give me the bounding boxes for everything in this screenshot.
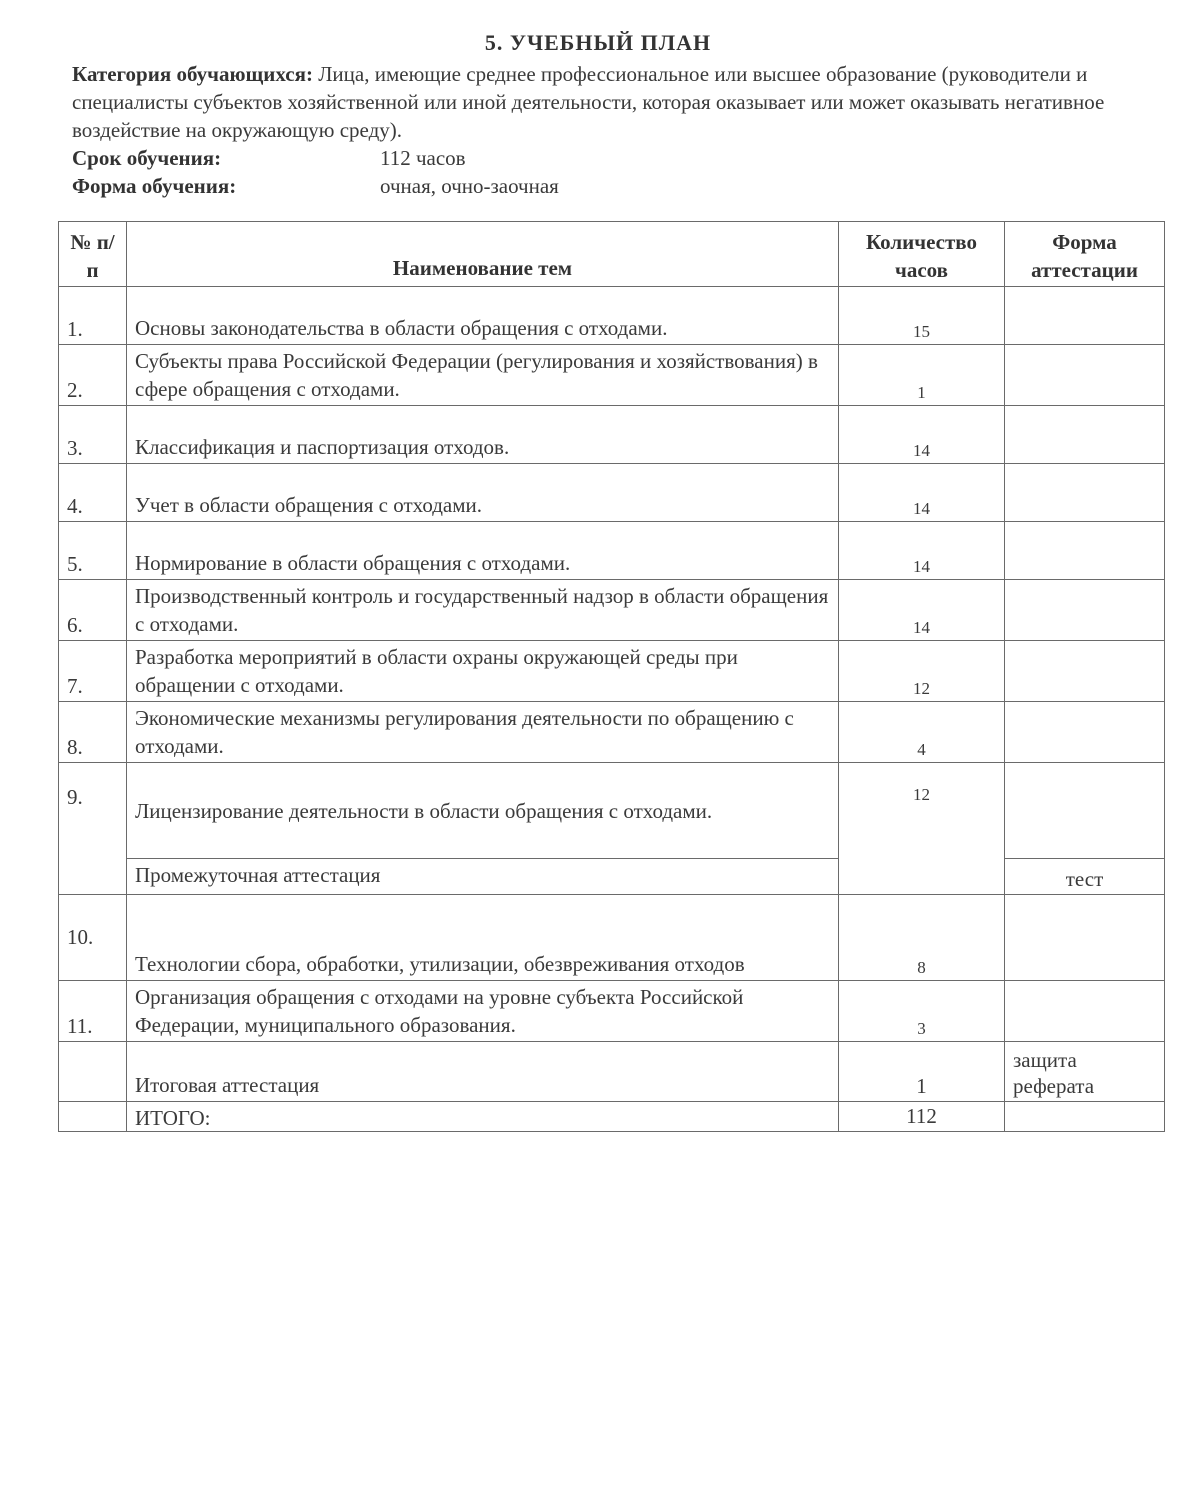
row-hours: 14	[839, 522, 1005, 580]
table-row	[59, 406, 1165, 464]
row-form	[1005, 406, 1165, 464]
curriculum-table	[58, 221, 1165, 1132]
table-row	[59, 641, 1165, 702]
row-num: 8.	[59, 702, 127, 763]
row-num: 5.	[59, 522, 127, 580]
row-hours: 1	[839, 345, 1005, 406]
row-name: Экономические механизмы регулирования деятельности по обращению с отходами.	[127, 702, 839, 763]
row-hours: 14	[839, 580, 1005, 641]
form-row	[72, 172, 1162, 200]
header-hours: Количество часов	[839, 222, 1005, 287]
row-num: 11.	[59, 981, 127, 1042]
row-hours: 1	[839, 1042, 1005, 1102]
category-paragraph	[72, 60, 1162, 144]
table-row	[59, 1102, 1165, 1132]
row-num: 10.	[59, 895, 127, 981]
row-form: защита реферата	[1005, 1042, 1165, 1102]
row-hours: 4	[839, 702, 1005, 763]
form-label: Форма обучения:	[72, 174, 237, 198]
row-name: Итоговая аттестация	[127, 1042, 839, 1102]
row-num: 1.	[59, 287, 127, 345]
row-name: Учет в области обращения с отходами.	[127, 464, 839, 522]
row-form	[1005, 464, 1165, 522]
row-hours: 3	[839, 981, 1005, 1042]
row-name: Разработка мероприятий в области охраны окружающей среды при обращении с отходами.	[127, 641, 839, 702]
row-hours: 112	[839, 1102, 1005, 1132]
category-text: Лица, имеющие среднее профессиональное или высшее образование (руководители и специалисты субъектов хозяйственной или иной деятельности, которая оказывает или может оказывать негативное воздействие на окружающую среду).	[72, 62, 1105, 142]
table-row	[59, 763, 1165, 859]
row-name: Организация обращения с отходами на уровне субъекта Российской Федерации, муниципального образования.	[127, 981, 839, 1042]
form-value: очная, очно-заочная	[380, 174, 559, 198]
row-num: 4.	[59, 464, 127, 522]
row-form	[1005, 895, 1165, 981]
row-hours: 8	[839, 895, 1005, 981]
table-row	[59, 702, 1165, 763]
row-form	[1005, 763, 1165, 859]
table-row	[59, 580, 1165, 641]
row-num	[59, 1102, 127, 1132]
row-hours: 12	[839, 763, 1005, 895]
duration-row	[72, 144, 1162, 172]
table-row	[59, 287, 1165, 345]
row-name: Субъекты права Российской Федерации (регулирования и хозяйствования) в сфере обращения с отходами.	[127, 345, 839, 406]
row-name: Классификация и паспортизация отходов.	[127, 406, 839, 464]
table-row	[59, 345, 1165, 406]
row-name: Промежуточная аттестация	[127, 859, 839, 895]
row-form	[1005, 580, 1165, 641]
row-hours: 14	[839, 464, 1005, 522]
table-row	[59, 464, 1165, 522]
row-name: Производственный контроль и государственный надзор в области обращения с отходами.	[127, 580, 839, 641]
row-form	[1005, 981, 1165, 1042]
header-num: № п/п	[59, 222, 127, 287]
intro-block	[72, 60, 1162, 200]
table-row	[59, 522, 1165, 580]
row-form	[1005, 702, 1165, 763]
table-row	[59, 1042, 1165, 1102]
table-row	[59, 895, 1165, 981]
row-hours: 14	[839, 406, 1005, 464]
row-num: 2.	[59, 345, 127, 406]
category-label: Категория обучающихся:	[72, 62, 313, 86]
row-name: Нормирование в области обращения с отходами.	[127, 522, 839, 580]
header-name: Наименование тем	[127, 222, 839, 287]
row-num: 7.	[59, 641, 127, 702]
row-form: тест	[1005, 859, 1165, 895]
duration-value: 112 часов	[380, 146, 466, 170]
row-name: ИТОГО:	[127, 1102, 839, 1132]
row-name: Технологии сбора, обработки, утилизации, обезвреживания отходов	[127, 895, 839, 981]
page-title: 5. УЧЕБНЫЙ ПЛАН	[484, 30, 712, 55]
row-form	[1005, 641, 1165, 702]
row-num: 3.	[59, 406, 127, 464]
row-hours: 15	[839, 287, 1005, 345]
row-num: 9.	[59, 763, 127, 895]
row-num	[59, 1042, 127, 1102]
row-name: Основы законодательства в области обращения с отходами.	[127, 287, 839, 345]
row-form	[1005, 522, 1165, 580]
row-form	[1005, 287, 1165, 345]
row-form	[1005, 1102, 1165, 1132]
duration-label: Срок обучения:	[72, 146, 222, 170]
row-num: 6.	[59, 580, 127, 641]
row-form	[1005, 345, 1165, 406]
table-header-row	[59, 222, 1165, 287]
table-row	[59, 981, 1165, 1042]
header-form: Форма аттестации	[1005, 222, 1165, 287]
row-name: Лицензирование деятельности в области обращения с отходами.	[127, 763, 839, 859]
row-hours: 12	[839, 641, 1005, 702]
